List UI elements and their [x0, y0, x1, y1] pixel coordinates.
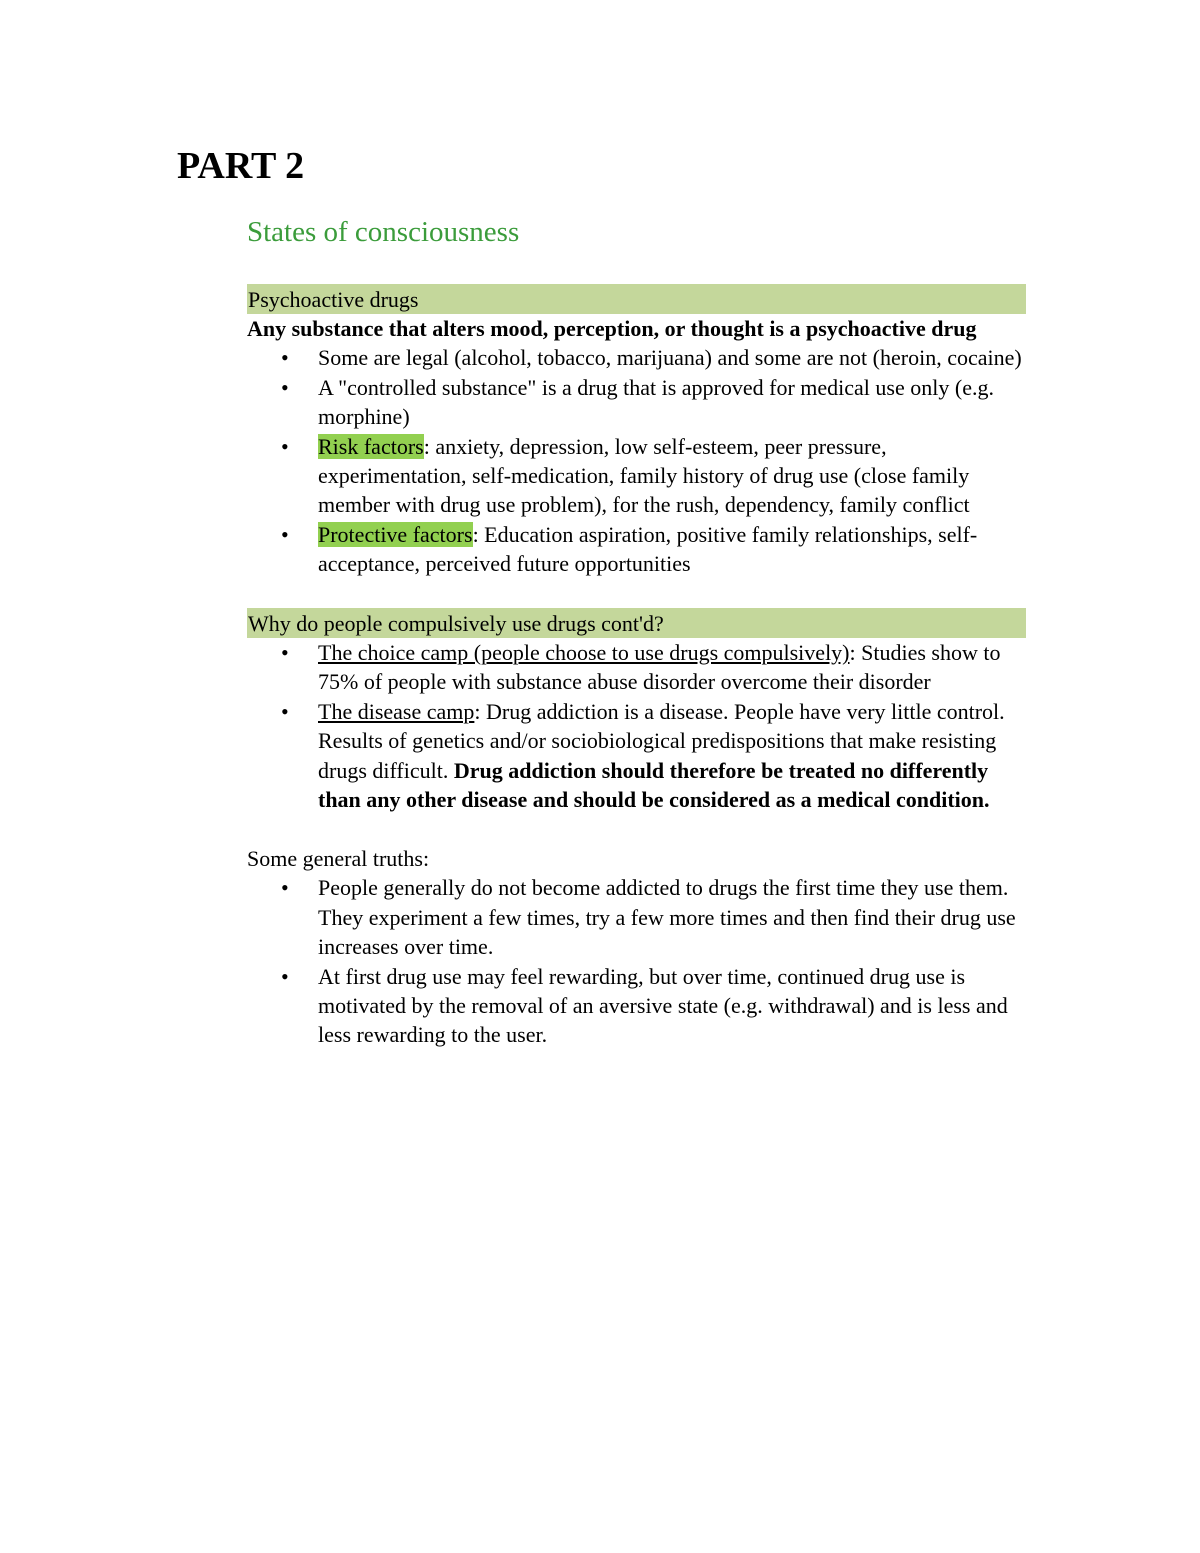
- underlined-disease-camp: The disease camp: [318, 698, 475, 724]
- list-item: [247, 373, 1023, 432]
- item-text: : anxiety, depression, low self-esteem, peer pressure, experimentation, self-medication, family history of drug use (close family member with drug use problem), for the rush, dependency, family conflict: [318, 433, 970, 518]
- psychoactive-list: [247, 343, 1023, 578]
- page-title: PART 2: [177, 145, 305, 187]
- item-text: : Drug addiction is a disease. People have very little control. Results of genetics and/or sociobiological predispositions that make resisting drugs difficult.: [318, 698, 1005, 783]
- bullet-icon: •: [281, 374, 289, 400]
- list-item: [247, 343, 1023, 372]
- list-item: [247, 520, 1023, 579]
- bullet-icon: •: [281, 640, 289, 666]
- item-text: : Education aspiration, positive family relationships, self-acceptance, perceived future opportunities: [318, 521, 978, 577]
- underlined-choice-camp: The choice camp (people choose to use drugs compulsively): [318, 640, 850, 666]
- band-psychoactive-drugs: Psychoactive drugs: [247, 284, 1026, 314]
- bullet-icon: •: [281, 875, 289, 901]
- definition-text: Any substance that alters mood, perception, or thought is a psychoactive drug: [247, 316, 977, 341]
- general-truths-list: [247, 873, 1023, 1049]
- general-truths-intro: Some general truths:: [247, 845, 430, 871]
- item-text: People generally do not become addicted to drugs the first time they use them. They experiment a few times, try a few more times and then find their drug use increases over time.: [318, 875, 1016, 960]
- list-item: [247, 432, 1023, 520]
- item-text: Some are legal (alcohol, tobacco, marijuana) and some are not (heroin, cocaine): [318, 345, 1022, 371]
- compulsive-list: [247, 638, 1023, 814]
- list-item: [247, 962, 1023, 1050]
- highlight-risk-factors: Risk factors: [318, 433, 424, 459]
- document-body: [247, 212, 1023, 1050]
- item-bold-text: Drug addiction should therefore be treated no differently than any other disease and should be considered as a medical condition.: [318, 757, 990, 813]
- bullet-icon: •: [281, 433, 289, 459]
- bullet-icon: •: [281, 698, 289, 724]
- list-item: [247, 638, 1023, 697]
- bullet-icon: •: [281, 963, 289, 989]
- item-text: : Studies show to 75% of people with substance abuse disorder overcome their disorder: [318, 640, 1001, 695]
- bullet-icon: •: [281, 345, 289, 371]
- list-item: [247, 697, 1023, 815]
- item-text: A "controlled substance" is a drug that is approved for medical use only (e.g. morphine): [318, 374, 994, 430]
- bullet-icon: •: [281, 521, 289, 547]
- highlight-protective-factors: Protective factors: [318, 521, 473, 547]
- section-heading: States of consciousness: [247, 216, 520, 248]
- band-compulsive-use: Why do people compulsively use drugs cont'd?: [247, 608, 1026, 638]
- item-text: At first drug use may feel rewarding, but over time, continued drug use is motivated by the removal of an aversive state (e.g. withdrawal) and is less and less rewarding to the user.: [318, 963, 1008, 1048]
- list-item: [247, 873, 1023, 961]
